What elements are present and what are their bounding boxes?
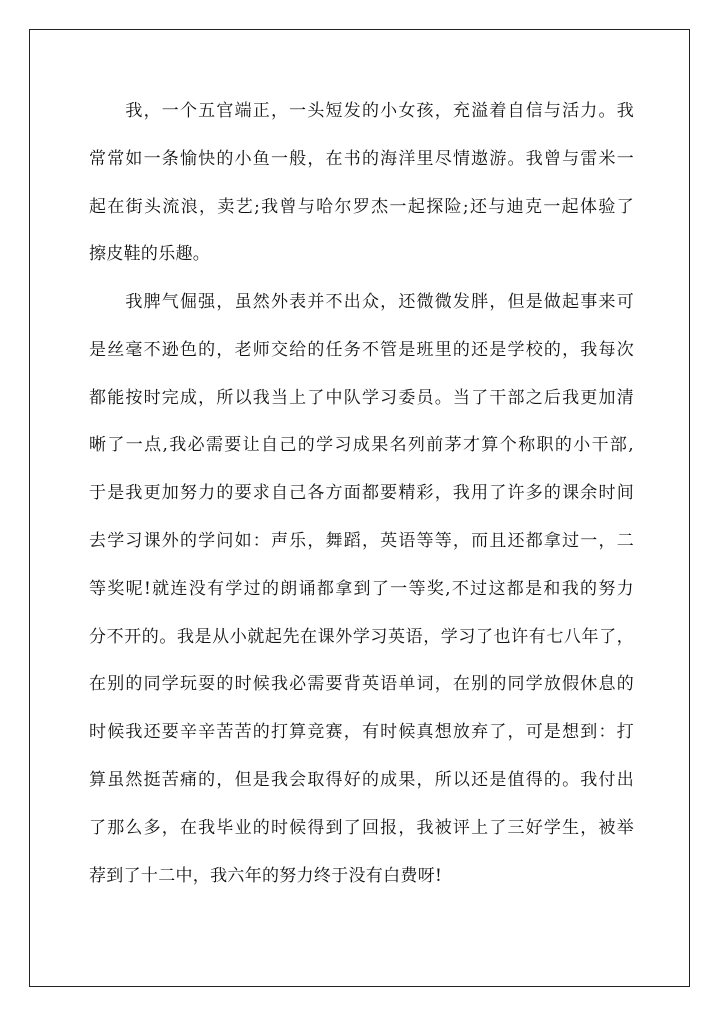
text-line: 晰了一点,我必需要让自己的学习成果名列前茅才算个称职的小干部,: [89, 435, 634, 456]
text-line: 在别的同学玩耍的时候我必需要背英语单词，在别的同学放假休息的: [89, 674, 634, 695]
text-line: 我脾气倔强，虽然外表并不出众，还微微发胖，但是做起事来可: [89, 292, 634, 312]
text-line: 时候我还要辛辛苦苦的打算竞赛，有时候真想放弃了，可是想到：打: [89, 722, 634, 743]
text-line: 是丝毫不逊色的，老师交给的任务不管是班里的还是学校的，我每次: [89, 339, 634, 360]
text-line: 了那么多，在我毕业的时候得到了回报，我被评上了三好学生，被举: [89, 817, 634, 838]
text-line: 常常如一条愉快的小鱼一般，在书的海洋里尽情遨游。我曾与雷米一: [89, 148, 634, 169]
text-line: 起在街头流浪，卖艺;我曾与哈尔罗杰一起探险;还与迪克一起体验了: [89, 196, 634, 217]
text-line: 都能按时完成，所以我当上了中队学习委员。当了干部之后我更加清: [89, 387, 634, 408]
text-line: 于是我更加努力的要求自己各方面都要精彩，我用了许多的课余时间: [89, 483, 634, 504]
paragraph-2: [89, 285, 634, 906]
text-line: 擦皮鞋的乐趣。: [89, 244, 211, 265]
text-line: 算虽然挺苦痛的，但是我会取得好的成果，所以还是值得的。我付出: [89, 769, 634, 790]
text-line: 荐到了十二中，我六年的努力终于没有白费呀!: [89, 865, 443, 886]
paragraph-1: [89, 94, 634, 285]
text-line: 分不开的。我是从小就起先在课外学习英语，学习了也许有七八年了，: [89, 626, 634, 647]
text-line: 我，一个五官端正，一头短发的小女孩，充溢着自信与活力。我: [89, 101, 634, 121]
text-line: 去学习课外的学问如：声乐，舞蹈，英语等等，而且还都拿过一，二: [89, 530, 634, 551]
text-line: 等奖呢!就连没有学过的朗诵都拿到了一等奖,不过这都是和我的努力: [89, 578, 634, 599]
